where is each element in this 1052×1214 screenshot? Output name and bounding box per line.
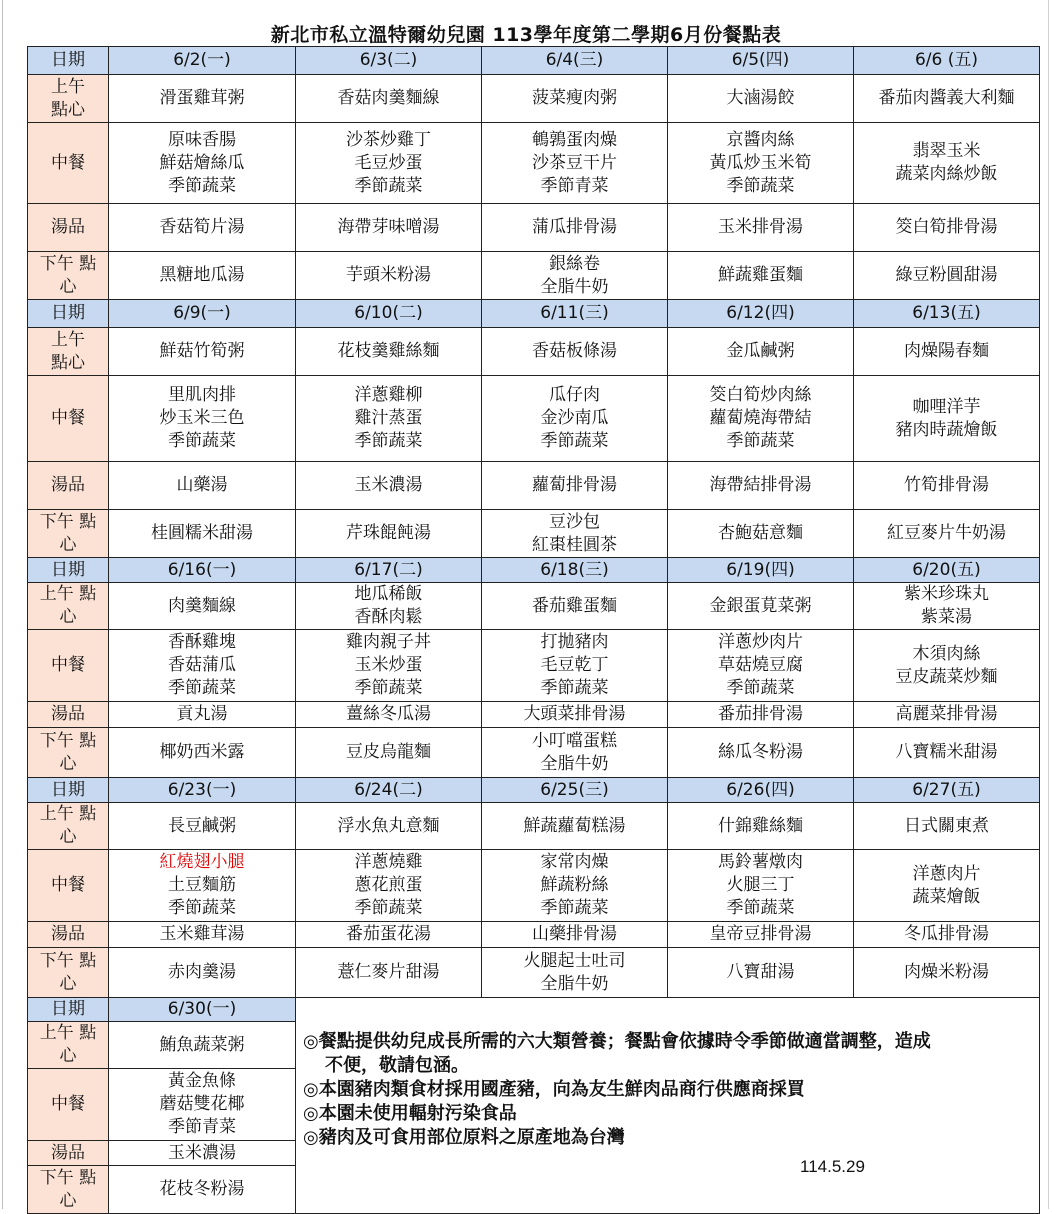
meal-cell: 香菇肉羹麵線 [296,75,482,123]
am-snack-row [28,328,1040,376]
date-label: 日期 [28,778,109,803]
meal-cell: 打拋豬肉 毛豆乾丁 季節蔬菜 [482,630,668,702]
meal-cell: 皇帝豆排骨湯 [668,922,854,948]
soup-label: 湯品 [28,204,109,252]
meal-cell: 咖哩洋芋 豬肉時蔬燴飯 [854,376,1040,462]
meal-cell: 芋頭米粉湯 [296,252,482,300]
meal-cell: 玉米雞茸湯 [109,922,296,948]
lunch-row [28,123,1040,204]
date-cell: 6/26(四) [668,778,854,803]
meal-cell: 薏仁麥片甜湯 [296,948,482,998]
pm-snack-label: 下午 點 心 [28,948,109,998]
meal-cell: 日式關東煮 [854,803,1040,850]
meal-cell: 肉燥米粉湯 [854,948,1040,998]
pm-snack-row [28,510,1040,558]
am-snack-label: 上午 點心 [28,75,109,123]
meal-cell: 山藥排骨湯 [482,922,668,948]
date-cell: 6/11(三) [482,300,668,328]
pm-snack-label: 下午 點 心 [28,1166,109,1214]
meal-cell: 火腿起士吐司 全脂牛奶 [482,948,668,998]
meal-cell: 高麗菜排骨湯 [854,702,1040,728]
meal-cell: 桂圓糯米甜湯 [109,510,296,558]
meal-cell: 番茄排骨湯 [668,702,854,728]
date-row [28,778,1040,803]
date-cell: 6/25(三) [482,778,668,803]
meal-cell: 雞肉親子丼 玉米炒蛋 季節蔬菜 [296,630,482,702]
date-cell: 6/5(四) [668,47,854,75]
meal-cell: 筊白筍炒肉絲 蘿蔔燒海帶結 季節蔬菜 [668,376,854,462]
lunch-label: 中餐 [28,1069,109,1141]
date-cell: 6/24(二) [296,778,482,803]
pm-snack-label: 下午 點 心 [28,252,109,300]
issue-date: 114.5.29 [800,1157,865,1176]
meal-cell: 香菇筍片湯 [109,204,296,252]
meal-cell: 赤肉羹湯 [109,948,296,998]
meal-cell: 小叮噹蛋糕 全脂牛奶 [482,728,668,778]
meal-cell: 什錦雞絲麵 [668,803,854,850]
meal-cell: 長豆鹹粥 [109,803,296,850]
meal-cell: 木須肉絲 豆皮蔬菜炒麵 [854,630,1040,702]
date-row [28,998,1040,1022]
meal-cell: 瓜仔肉 金沙南瓜 季節蔬菜 [482,376,668,462]
soup-row [28,204,1040,252]
meal-cell: 香菇板條湯 [482,328,668,376]
date-cell: 6/19(四) [668,558,854,583]
meal-cell: 鮮菇竹筍粥 [109,328,296,376]
am-snack-label: 上午 點 心 [28,1022,109,1069]
meal-cell: 玉米濃湯 [296,462,482,510]
meal-cell: 鮪魚蔬菜粥 [109,1022,296,1069]
date-row [28,47,1040,75]
meal-cell: 黑糖地瓜湯 [109,252,296,300]
note-line: ◎豬肉及可食用部位原料之原產地為台灣 [303,1127,625,1148]
meal-cell: 海帶芽味噌湯 [296,204,482,252]
meal-cell: 鮮蔬雞蛋麵 [668,252,854,300]
date-cell: 6/18(三) [482,558,668,583]
meal-cell: 八寶甜湯 [668,948,854,998]
meal-cell: 玉米濃湯 [109,1141,296,1166]
meal-cell: 番茄蛋花湯 [296,922,482,948]
meal-cell: 八寶糯米甜湯 [854,728,1040,778]
soup-label: 湯品 [28,462,109,510]
date-cell: 6/3(二) [296,47,482,75]
meal-cell: 金銀蛋莧菜粥 [668,583,854,630]
meal-cell: 洋蔥雞柳 雞汁蒸蛋 季節蔬菜 [296,376,482,462]
date-label: 日期 [28,558,109,583]
meal-cell: 綠豆粉圓甜湯 [854,252,1040,300]
date-label: 日期 [28,300,109,328]
meal-cell: 銀絲卷 全脂牛奶 [482,252,668,300]
date-cell: 6/27(五) [854,778,1040,803]
pm-snack-row [28,252,1040,300]
am-snack-row [28,75,1040,123]
meal-cell: 里肌肉排 炒玉米三色 季節蔬菜 [109,376,296,462]
soup-row [28,922,1040,948]
meal-cell: 竹筍排骨湯 [854,462,1040,510]
pm-snack-label: 下午 點 心 [28,728,109,778]
soup-label: 湯品 [28,1141,109,1166]
lunch-label: 中餐 [28,376,109,462]
date-cell: 6/6 (五) [854,47,1040,75]
am-snack-row [28,803,1040,850]
meal-cell: 沙茶炒雞丁 毛豆炒蛋 季節蔬菜 [296,123,482,204]
meal-cell: 筊白筍排骨湯 [854,204,1040,252]
date-cell: 6/2(一) [109,47,296,75]
soup-row [28,702,1040,728]
date-row [28,300,1040,328]
meal-cell: 蘿蔔排骨湯 [482,462,668,510]
meal-cell: 洋蔥炒肉片 草菇燒豆腐 季節蔬菜 [668,630,854,702]
meal-cell: 肉羹麵線 [109,583,296,630]
page-title: 新北市私立溫特爾幼兒園 113學年度第二學期6月份餐點表 [270,24,782,46]
meal-cell: 豆沙包 紅棗桂圓茶 [482,510,668,558]
meal-cell: 花枝冬粉湯 [109,1166,296,1214]
meal-cell: 肉燥陽春麵 [854,328,1040,376]
meal-cell: 豆皮烏龍麵 [296,728,482,778]
highlighted-dish: 紅燒翅小腿 [159,852,245,872]
date-cell: 6/4(三) [482,47,668,75]
meal-cell: 原味香腸 鮮菇燴絲瓜 季節蔬菜 [109,123,296,204]
meal-cell: 馬鈴薯燉肉 火腿三丁 季節蔬菜 [668,850,854,922]
lunch-row [28,850,1040,922]
pm-snack-row [28,728,1040,778]
note-line: 不便，敬請包涵。 [325,1055,469,1076]
meal-cell: 香酥雞塊 香菇蒲瓜 季節蔬菜 [109,630,296,702]
meal-cell: 番茄肉醬義大利麵 [854,75,1040,123]
note-line: ◎餐點提供幼兒成長所需的六大類營養；餐點會依據時令季節做適當調整，造成 [303,1031,931,1052]
meal-cell: 鮮蔬蘿蔔糕湯 [482,803,668,850]
date-cell: 6/12(四) [668,300,854,328]
date-cell: 6/13(五) [854,300,1040,328]
meal-cell: 冬瓜排骨湯 [854,922,1040,948]
meal-cell: 蒲瓜排骨湯 [482,204,668,252]
meal-cell: 海帶結排骨湯 [668,462,854,510]
meal-cell: 大頭菜排骨湯 [482,702,668,728]
meal-cell: 杏鮑菇意麵 [668,510,854,558]
date-label: 日期 [28,998,109,1022]
lunch-label: 中餐 [28,850,109,922]
meal-cell: 紫米珍珠丸 紫菜湯 [854,583,1040,630]
page-edge [1048,0,1049,1209]
soup-label: 湯品 [28,922,109,948]
meal-cell: 番茄雞蛋麵 [482,583,668,630]
meal-cell: 京醬肉絲 黃瓜炒玉米筍 季節蔬菜 [668,123,854,204]
meal-cell: 鵪鶉蛋肉燥 沙茶豆干片 季節青菜 [482,123,668,204]
am-snack-row [28,583,1040,630]
am-snack-label: 上午 點心 [28,328,109,376]
date-row [28,558,1040,583]
meal-cell: 花枝羹雞絲麵 [296,328,482,376]
meal-cell: 紅豆麥片牛奶湯 [854,510,1040,558]
meal-cell: 洋蔥燒雞 蔥花煎蛋 季節蔬菜 [296,850,482,922]
meal-cell: 薑絲冬瓜湯 [296,702,482,728]
meal-cell: 浮水魚丸意麵 [296,803,482,850]
meal-cell: 洋蔥肉片 蔬菜燴飯 [854,850,1040,922]
meal-cell-highlighted: 紅燒翅小腿 土豆麵筋 季節蔬菜 [109,850,296,922]
lunch-row [28,630,1040,702]
page-edge [2,0,3,1209]
meal-cell: 芹珠餛飩湯 [296,510,482,558]
date-cell: 6/16(一) [109,558,296,583]
date-label: 日期 [28,47,109,75]
date-cell: 6/9(一) [109,300,296,328]
pm-snack-label: 下午 點 心 [28,510,109,558]
pm-snack-row [28,948,1040,998]
meal-cell: 地瓜稀飯 香酥肉鬆 [296,583,482,630]
meal-cell: 玉米排骨湯 [668,204,854,252]
date-cell: 6/10(二) [296,300,482,328]
date-cell: 6/23(一) [109,778,296,803]
meal-cell: 大滷湯餃 [668,75,854,123]
am-snack-label: 上午 點 心 [28,803,109,850]
note-line: ◎本園豬肉類食材採用國產豬，向為友生鮮肉品商行供應商採買 [303,1079,805,1100]
meal-cell: 貢丸湯 [109,702,296,728]
meal-cell: 絲瓜冬粉湯 [668,728,854,778]
soup-label: 湯品 [28,702,109,728]
soup-row [28,462,1040,510]
date-cell: 6/17(二) [296,558,482,583]
meal-cell: 山藥湯 [109,462,296,510]
meal-cell: 菠菜瘦肉粥 [482,75,668,123]
lunch-label: 中餐 [28,123,109,204]
notes-block [303,1030,1033,1150]
meal-cell: 翡翠玉米 蔬菜肉絲炒飯 [854,123,1040,204]
note-line: ◎本園未使用輻射污染食品 [303,1103,517,1124]
meal-cell: 金瓜鹹粥 [668,328,854,376]
meal-cell: 黃金魚條 蘑菇雙花椰 季節青菜 [109,1069,296,1141]
date-cell: 6/30(一) [109,998,296,1022]
meal-cell: 家常肉燥 鮮蔬粉絲 季節蔬菜 [482,850,668,922]
am-snack-label: 上午 點 心 [28,583,109,630]
meal-cell: 椰奶西米露 [109,728,296,778]
date-cell: 6/20(五) [854,558,1040,583]
lunch-row [28,376,1040,462]
meal-cell: 滑蛋雞茸粥 [109,75,296,123]
lunch-label: 中餐 [28,630,109,702]
